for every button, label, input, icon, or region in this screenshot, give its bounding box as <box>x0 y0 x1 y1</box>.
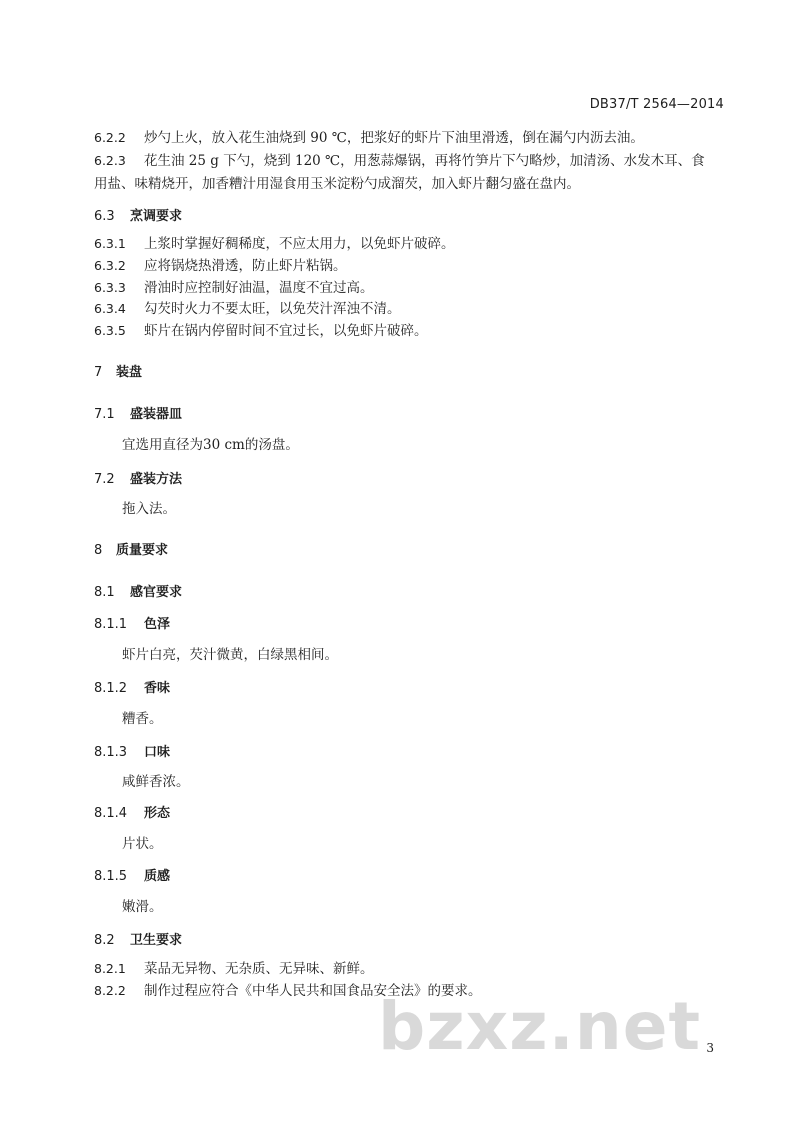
clause-8-2-1 <box>94 958 374 980</box>
clause-6-3-1 <box>94 233 455 255</box>
clause-text: 上浆时掌握好稠稀度，不应太用力，以免虾片破碎。 <box>144 236 455 252</box>
section-title: 质量要求 <box>116 543 169 558</box>
section-number: 8.1.5 <box>94 869 128 884</box>
section-heading-7 <box>94 361 142 380</box>
clause-text: 花生油 25 g 下勺，烧到 120 ℃，用葱蒜爆锅，再将竹笋片下勺略炒，加清汤、水发木耳、食 <box>144 153 705 169</box>
clause-number: 8.2.1 <box>94 961 126 976</box>
section-number: 7 <box>94 365 103 380</box>
section-heading-8-1-5 <box>94 865 170 884</box>
clause-text: 滑油时应控制好油温，温度不宜过高。 <box>144 280 374 296</box>
clause-text: 虾片在锅内停留时间不宜过长，以免虾片破碎。 <box>144 323 428 339</box>
section-title: 色泽 <box>144 617 171 632</box>
section-heading-8-2 <box>94 929 182 948</box>
section-title: 口味 <box>144 745 171 760</box>
body-text-8-1-3: 咸鲜香浓。 <box>122 774 190 790</box>
section-heading-8-1 <box>94 581 182 600</box>
body-text-7-2: 拖入法。 <box>122 501 176 517</box>
section-number: 6.3 <box>94 209 115 224</box>
section-number: 8.1.3 <box>94 745 128 760</box>
section-title: 香味 <box>144 681 171 696</box>
body-text-8-1-1: 虾片白亮，芡汁微黄，白绿黑相间。 <box>122 647 338 663</box>
clause-6-3-5 <box>94 320 428 342</box>
section-title: 烹调要求 <box>130 209 183 224</box>
section-number: 7.2 <box>94 472 115 487</box>
section-number: 8.1.4 <box>94 806 128 821</box>
body-text-8-1-4: 片状。 <box>122 836 163 852</box>
section-heading-8-1-2 <box>94 677 170 696</box>
clause-text: 应将锅烧热滑透，防止虾片粘锅。 <box>144 258 347 274</box>
clause-number: 6.3.5 <box>94 323 126 338</box>
section-heading-8-1-1 <box>94 613 170 632</box>
section-heading-7-2 <box>94 468 182 487</box>
clause-text: 制作过程应符合《中华人民共和国食品安全法》的要求。 <box>144 983 482 999</box>
section-number: 8.2 <box>94 933 115 948</box>
body-text-8-1-2: 糟香。 <box>122 711 163 727</box>
section-number: 7.1 <box>94 407 115 422</box>
clause-number: 8.2.2 <box>94 983 126 998</box>
section-number: 8.1.2 <box>94 681 128 696</box>
clause-number: 6.3.2 <box>94 258 126 273</box>
section-number: 8.1.1 <box>94 617 128 632</box>
clause-number: 6.2.2 <box>94 130 126 145</box>
clause-text: 菜品无异物、无杂质、无异味、新鲜。 <box>144 961 374 977</box>
clause-number: 6.3.3 <box>94 280 126 295</box>
clause-6-3-3 <box>94 277 374 299</box>
section-heading-7-1 <box>94 403 182 422</box>
body-text-7-1: 宜选用直径为30 cm的汤盘。 <box>122 437 299 453</box>
section-heading-8-1-3 <box>94 741 170 760</box>
section-heading-6-3 <box>94 205 182 224</box>
clause-6-2-3 <box>94 150 705 172</box>
section-heading-8-1-4 <box>94 802 170 821</box>
clause-6-2-3-continuation: 用盐、味精烧开，加香糟汁用湿食用玉米淀粉勺成溜芡，加入虾片翻匀盛在盘内。 <box>94 176 580 192</box>
section-number: 8.1 <box>94 585 115 600</box>
section-title: 盛装方法 <box>130 472 183 487</box>
section-title: 感官要求 <box>130 585 183 600</box>
section-heading-8 <box>94 539 168 558</box>
clause-text: 炒勺上火，放入花生油烧到 90 ℃，把浆好的虾片下油里滑透，倒在漏勺内沥去油。 <box>144 130 644 146</box>
body-text-8-1-5: 嫩滑。 <box>122 899 163 915</box>
section-number: 8 <box>94 543 103 558</box>
page-number: 3 <box>706 1041 714 1055</box>
clause-6-3-4 <box>94 298 401 320</box>
section-title: 质感 <box>144 869 171 884</box>
section-title: 盛装器皿 <box>130 407 183 422</box>
clause-6-2-2 <box>94 127 644 149</box>
clause-6-3-2 <box>94 255 347 277</box>
clause-number: 6.3.4 <box>94 301 126 316</box>
clause-number: 6.3.1 <box>94 236 126 251</box>
watermark: bzxz.net <box>378 988 702 1065</box>
section-title: 形态 <box>144 806 171 821</box>
section-title: 卫生要求 <box>130 933 183 948</box>
standard-code: DB37/T 2564—2014 <box>589 97 724 112</box>
clause-number: 6.2.3 <box>94 153 126 168</box>
section-title: 装盘 <box>116 365 143 380</box>
clause-text: 勾芡时火力不要太旺，以免芡汁浑浊不清。 <box>144 301 401 317</box>
